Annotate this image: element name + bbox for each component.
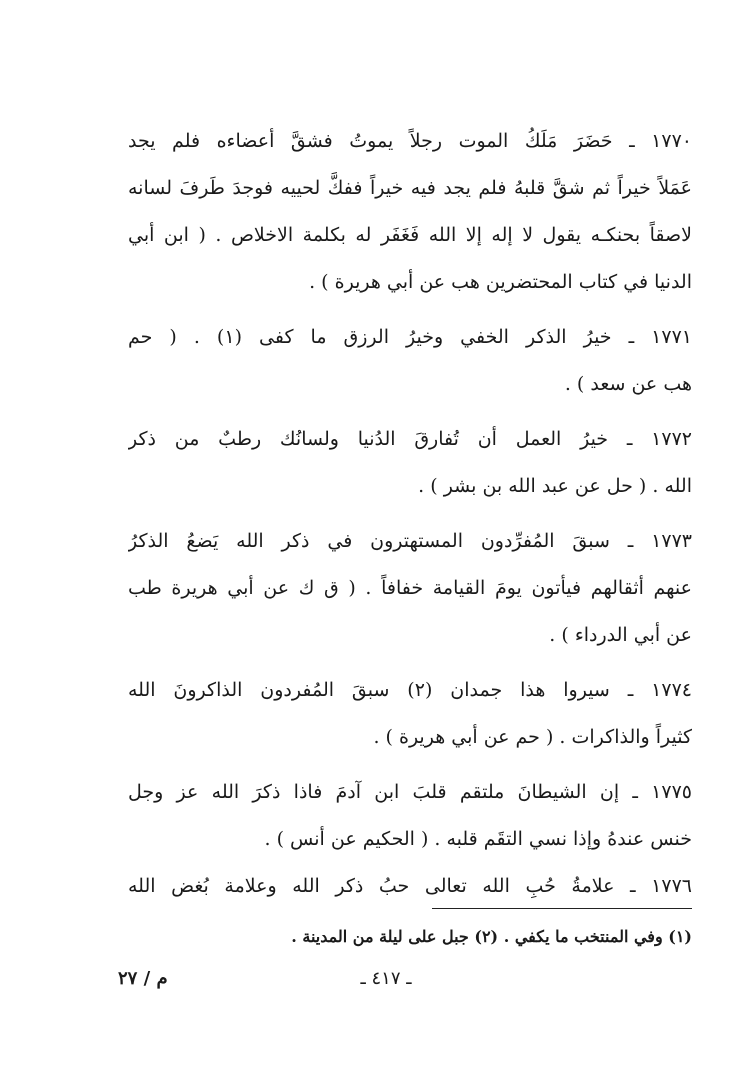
printer-signature: م / ٢٧ — [118, 968, 168, 989]
text-line: ١٧٧٢ ـ خيرُ العمل أن تُفارقَ الدُنيا ولسانُك رطبٌ من ذكر — [128, 428, 692, 450]
hadith-text-block — [128, 118, 692, 910]
footnote-divider — [432, 908, 692, 909]
text-line: الله . ( حل عن عبد الله بن بشر ) . — [418, 475, 692, 497]
text-line: ١٧٧٥ ـ إن الشيطانَ ملتقم قلبَ ابن آدمَ فاذا ذكرَ الله عز وجل — [128, 781, 692, 803]
page-number: ـ ٤١٧ ـ — [360, 968, 412, 989]
text-line: هب عن سعد ) . — [564, 373, 692, 395]
text-line: لاصقاً بحنكـه يقول لا إله إلا الله فَغَفَر له بكلمة الاخلاص . ( ابن أبي — [128, 224, 692, 246]
text-line: ١٧٧٠ ـ حَضَرَ مَلَكُ الموت رجلاً يموتُ فشقَّ أعضاءه فلم يجد — [128, 130, 692, 152]
text-line: خنس عندهُ وإذا نسي التقَم قلبه . ( الحكيم عن أنس ) . — [264, 828, 692, 850]
text-line: كثيراً والذاكرات . ( حم عن أبي هريرة ) . — [373, 726, 692, 748]
text-line: ١٧٧٦ ـ علامةُ حُبِ الله تعالى حبُ ذكر الله وعلامة بُغض الله — [128, 875, 692, 897]
text-line: عن أبي الدرداء ) . — [549, 624, 692, 646]
text-line: ١٧٧١ ـ خيرُ الذكر الخفي وخيرُ الرزق ما كفى (١) . ( حم — [128, 326, 692, 348]
footnote: (١) وفي المنتخب ما يكفي . (٢) جبل على ليلة من المدينة . — [291, 927, 692, 946]
text-line: ١٧٧٤ ـ سيروا هذا جمدان (٢) سبقَ المُفردون الذاكرونَ الله — [128, 679, 692, 701]
text-line: الدنيا في كتاب المحتضرين هب عن أبي هريرة ) . — [309, 271, 692, 293]
text-line: ١٧٧٣ ـ سبقَ المُفرِّدون المستهترون في ذكر الله يَضعُ الذكرُ — [128, 530, 692, 552]
text-line: عَمَلاً خيراً ثم شقَّ قلبهُ فلم يجد فيه خيراً ففكَّ لحييه فوجدَ طَرفَ لسانه — [128, 177, 692, 199]
text-line: عنهم أثقالهم فيأتون يومَ القيامة خفافاً . ( ق ك عن أبي هريرة طب — [128, 577, 692, 599]
